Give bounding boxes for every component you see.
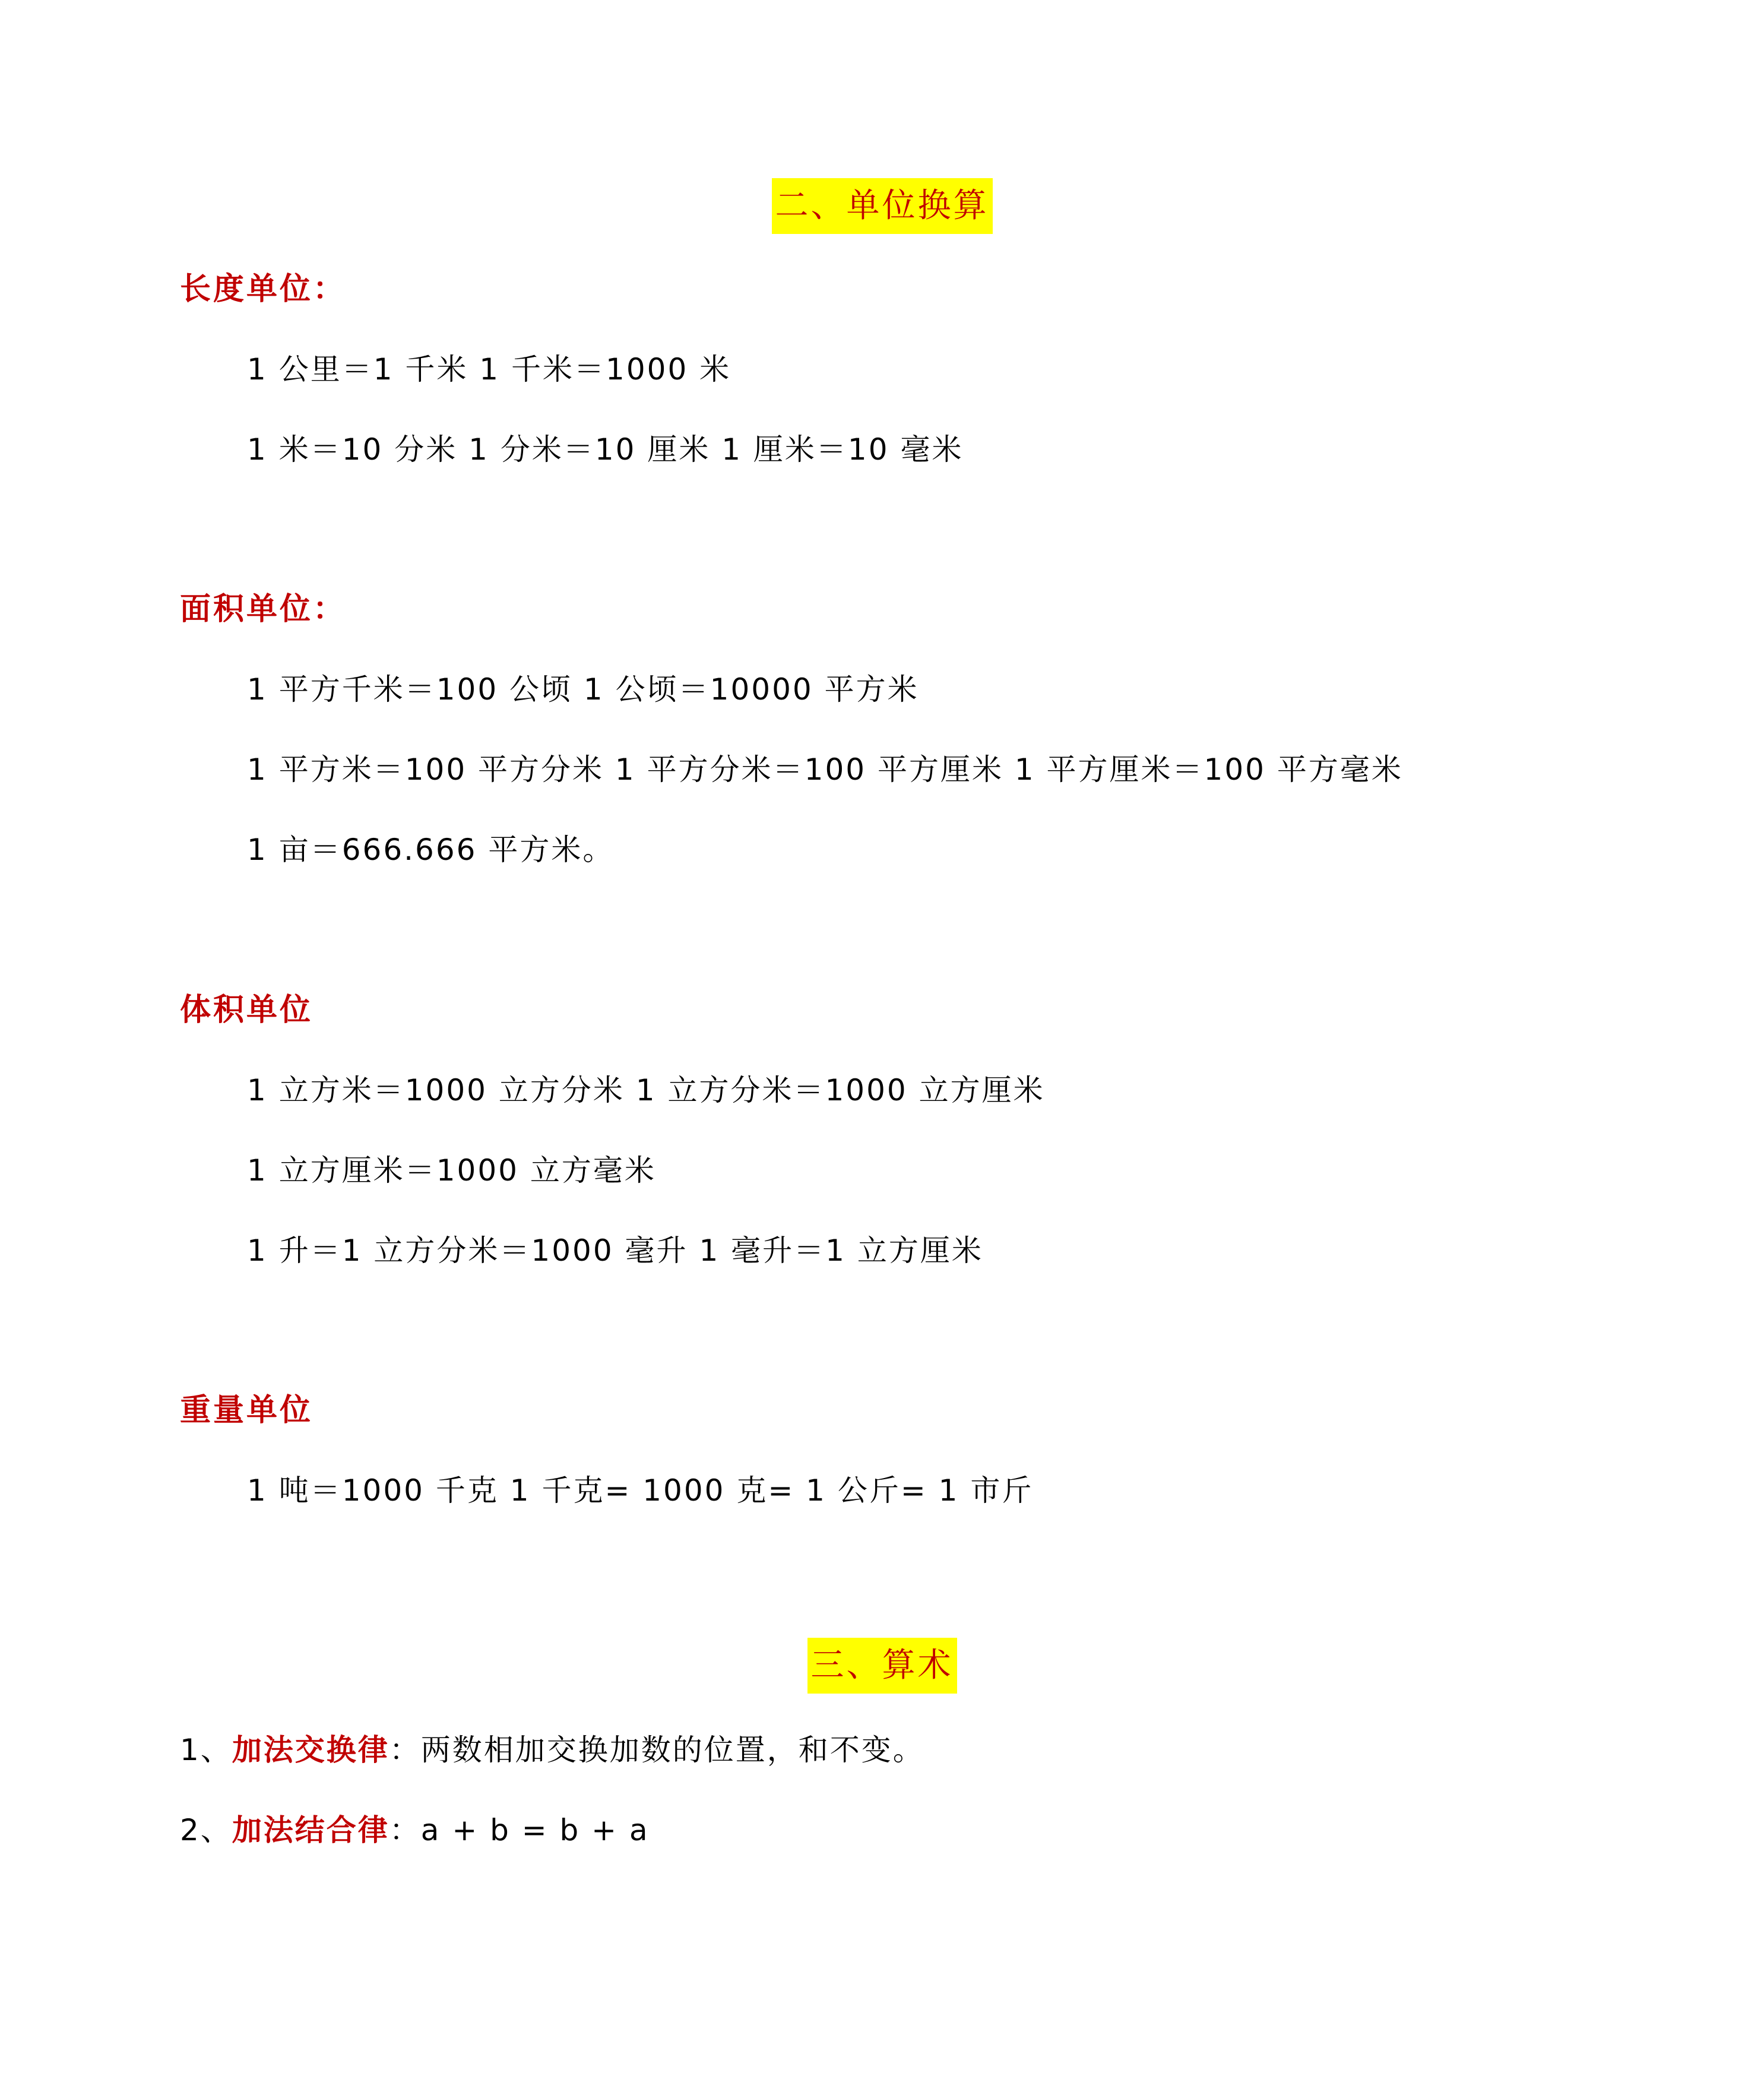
length-units-title: 长度单位：	[180, 271, 347, 307]
weight-line-1: 1 吨＝1000 千克 1 千克= 1000 克= 1 公斤= 1 市斤	[247, 1473, 1034, 1508]
rule-number: 2、	[180, 1813, 232, 1847]
area-units-title: 面积单位：	[180, 591, 347, 627]
rule-term: 加法结合律	[232, 1812, 389, 1847]
rule-item	[180, 1729, 924, 1771]
volume-line-3: 1 升＝1 立方分米＝1000 毫升 1 毫升＝1 立方厘米	[247, 1233, 983, 1268]
volume-line-1: 1 立方米＝1000 立方分米 1 立方分米＝1000 立方厘米	[247, 1073, 1045, 1107]
weight-units-title: 重量单位	[180, 1392, 313, 1428]
section-heading-unit-conversion: 二、单位换算	[772, 178, 993, 234]
area-line-1: 1 平方千米＝100 公顷 1 公顷＝10000 平方米	[247, 672, 919, 707]
section-heading-wrap	[0, 1638, 1764, 1694]
rule-text: ：两数相加交换加数的位置，和不变。	[389, 1733, 924, 1767]
area-line-2: 1 平方米＝100 平方分米 1 平方分米＝100 平方厘米 1 平方厘米＝100 平方毫米	[247, 752, 1403, 787]
section-heading-arithmetic: 三、算术	[807, 1638, 957, 1694]
area-line-3: 1 亩＝666.666 平方米。	[247, 833, 615, 867]
length-line-1: 1 公里＝1 千米 1 千米＝1000 米	[247, 352, 731, 387]
section-heading-wrap	[0, 178, 1764, 234]
rule-item	[180, 1809, 650, 1851]
length-line-2: 1 米＝10 分米 1 分米＝10 厘米 1 厘米＝10 毫米	[247, 432, 964, 467]
rule-text: ：a + b = b + a	[389, 1813, 650, 1847]
volume-units-title: 体积单位	[180, 992, 313, 1028]
volume-line-2: 1 立方厘米＝1000 立方毫米	[247, 1153, 656, 1188]
rule-term: 加法交换律	[232, 1732, 389, 1767]
rule-number: 1、	[180, 1733, 232, 1767]
